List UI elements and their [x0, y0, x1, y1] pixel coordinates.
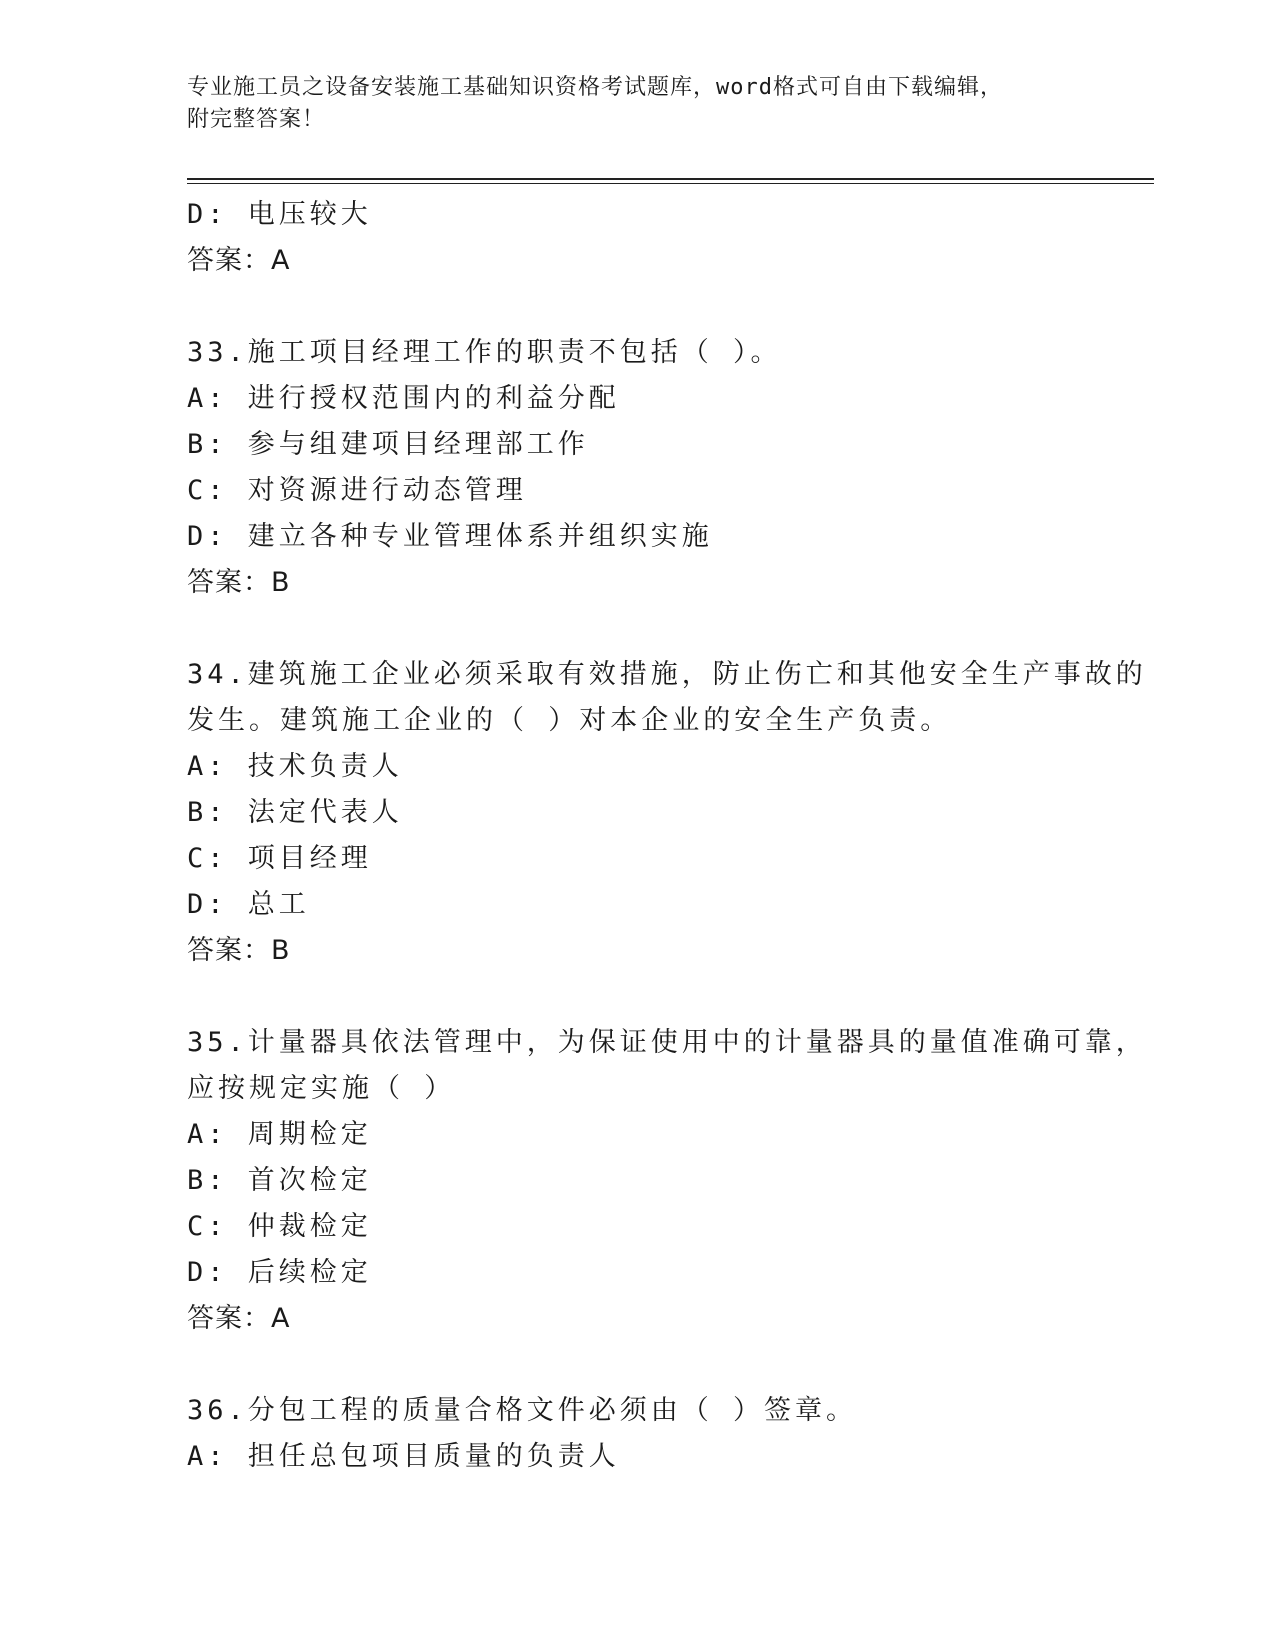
option-a: A: 技术负责人 — [187, 751, 403, 782]
question-35 — [187, 1020, 1147, 1342]
answer-line: 答案：B — [187, 567, 291, 598]
option-b: B: 参与组建项目经理部工作 — [187, 429, 589, 460]
header-line-1: 专业施工员之设备安装施工基础知识资格考试题库，word格式可自由下载编辑， — [187, 75, 1003, 100]
answer-line: 答案：A — [187, 245, 291, 276]
option-d: D: 电压较大 — [187, 199, 372, 230]
document-header — [187, 72, 1087, 136]
option-a: A: 进行授权范围内的利益分配 — [187, 383, 620, 414]
question-stem: 35.计量器具依法管理中，为保证使用中的计量器具的量值准确可靠， — [187, 1027, 1147, 1058]
answer-line: 答案：B — [187, 935, 291, 966]
option-c: C: 项目经理 — [187, 843, 372, 874]
question-stem: 34.建筑施工企业必须采取有效措施，防止伤亡和其他安全生产事故的 — [187, 659, 1147, 690]
option-d: D: 后续检定 — [187, 1257, 372, 1288]
question-34 — [187, 652, 1147, 974]
option-c: C: 仲裁检定 — [187, 1211, 372, 1242]
question-stem: 33.施工项目经理工作的职责不包括（ ）。 — [187, 337, 782, 368]
option-c: C: 对资源进行动态管理 — [187, 475, 527, 506]
question-stem: 36.分包工程的质量合格文件必须由（ ）签章。 — [187, 1395, 858, 1426]
question-stem-cont: 发生。建筑施工企业的（ ）对本企业的安全生产负责。 — [187, 705, 952, 736]
option-b: B: 首次检定 — [187, 1165, 372, 1196]
header-divider — [187, 178, 1154, 180]
question-list — [187, 192, 1147, 1480]
question-stem-cont: 应按规定实施（ ） — [187, 1073, 456, 1104]
header-divider-thin — [187, 183, 1154, 184]
question-36 — [187, 1388, 1087, 1480]
option-d: D: 建立各种专业管理体系并组织实施 — [187, 521, 713, 552]
option-a: A: 周期检定 — [187, 1119, 372, 1150]
option-b: B: 法定代表人 — [187, 797, 403, 828]
answer-line: 答案：A — [187, 1303, 291, 1334]
option-a: A: 担任总包项目质量的负责人 — [187, 1441, 620, 1472]
option-d: D: 总工 — [187, 889, 310, 920]
question-33 — [187, 330, 1087, 606]
header-line-2: 附完整答案！ — [187, 107, 326, 132]
